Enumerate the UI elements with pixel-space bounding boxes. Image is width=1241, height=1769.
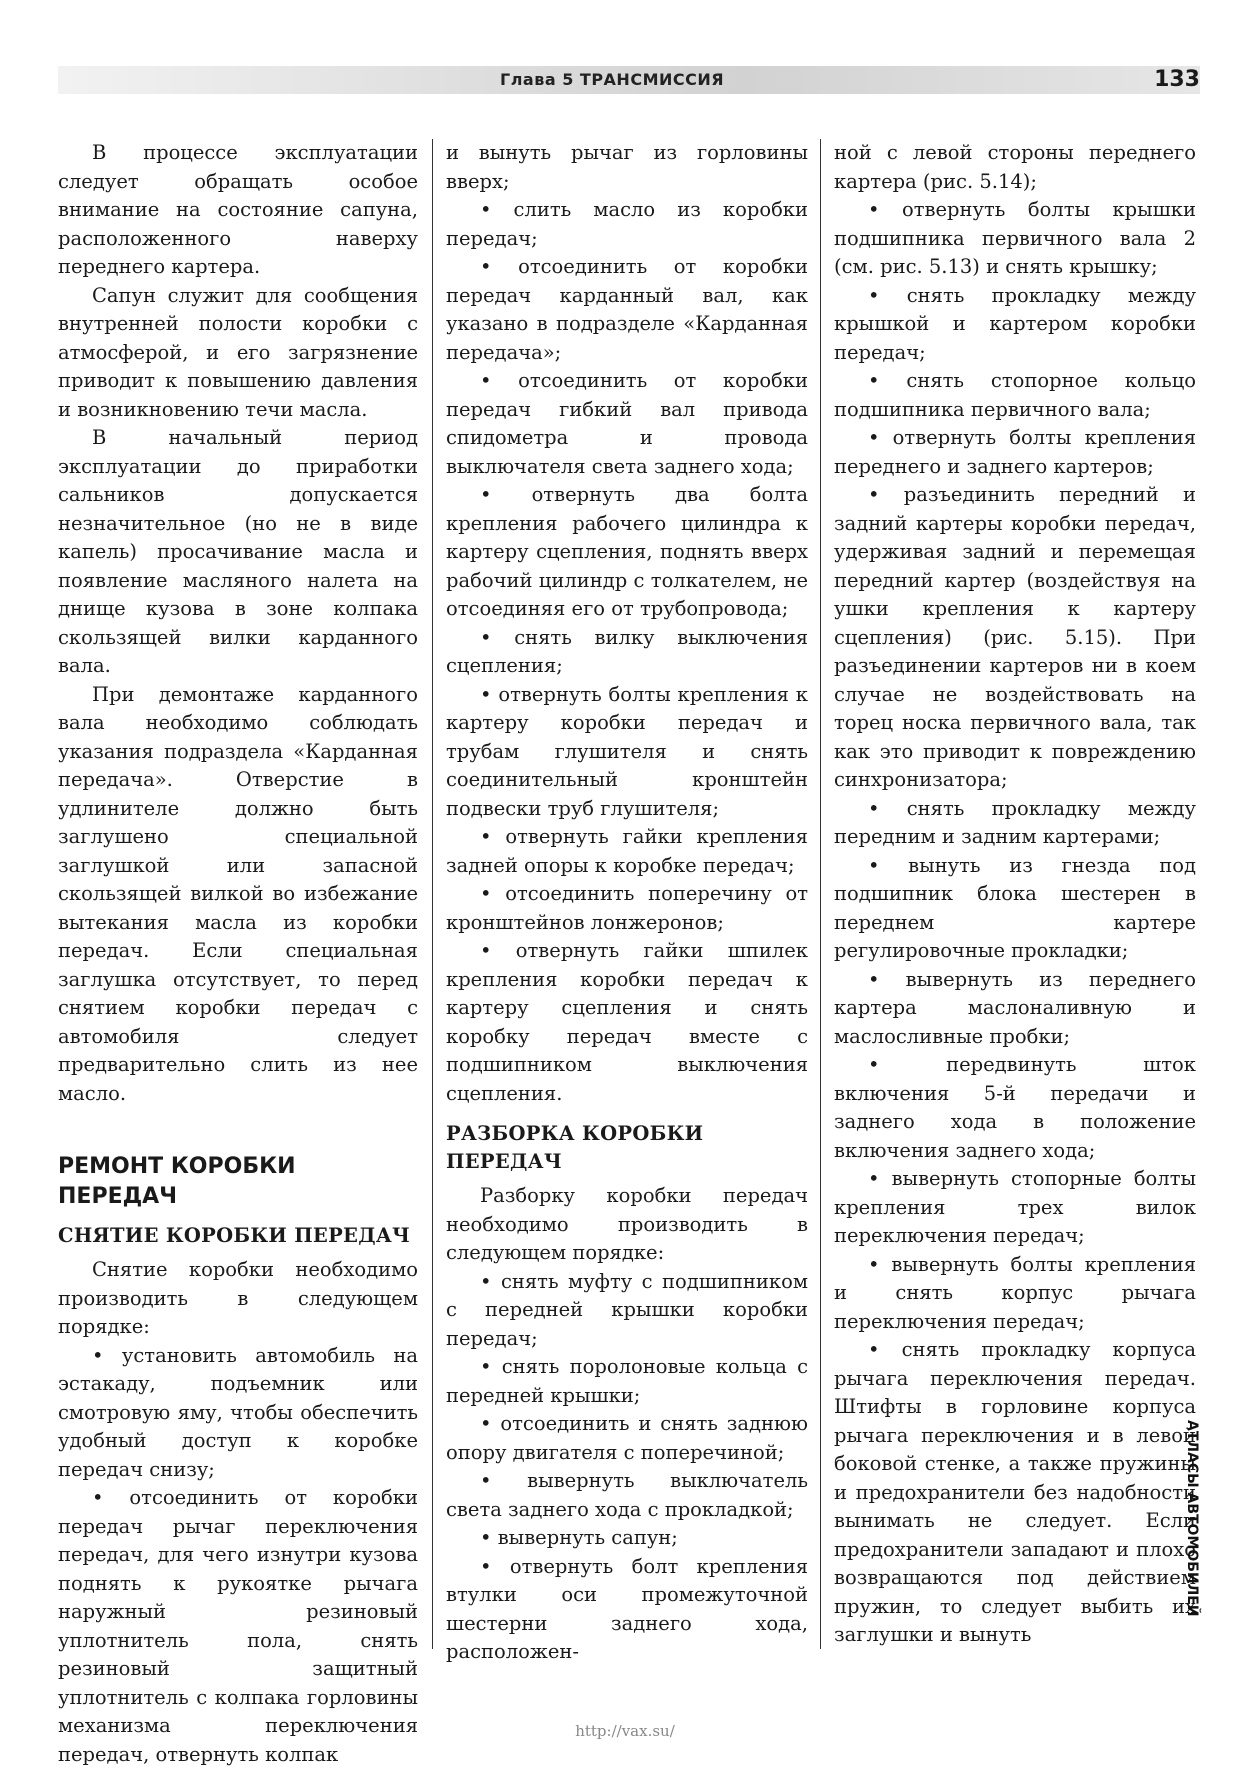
- page-number: 133: [1154, 67, 1200, 92]
- list-item: • снять прокладку между крышкой и картером коробки передач;: [834, 283, 1196, 364]
- list-item: • слить масло из коробки передач;: [446, 198, 808, 250]
- list-item: • снять прокладку корпуса рычага переключения передач. Штифты в горловине корпуса рычага переключения и в левой боковой стенке, а также пружины и предохранители без надобности вынимать не следует. Если предохранители западают и плохо возвращаются под действием пружин, то следует выбить их заглушки и вынуть: [834, 1338, 1196, 1646]
- list-item: • отвернуть болты крепления переднего и заднего картеров;: [834, 426, 1196, 478]
- list-item: • снять муфту с подшипником с передней крышки коробки передач;: [446, 1269, 808, 1350]
- paragraph: Сапун служит для сообщения внутренней полости коробки с атмосферой, и его загрязнение приводит к повышению давления и возникновению течи масла.: [58, 283, 418, 421]
- list-item: • разъединить передний и задний картеры коробки передач, удерживая задний и перемещая передний картер (воздействуя на ушки крепления к картеру сцепления) (рис. 5.15). При разъединении картеров ни в коем случае не воздействовать на торец носка первичного вала, так как это приводит к повреждению синхронизатора;: [834, 483, 1196, 791]
- paragraph: В начальный период эксплуатации до приработки сальников допускается незначительное (но не в виде капель) просачивание масла и появление масляного налета на днище кузова в зоне колпака скользящей вилки карданного вала.: [58, 426, 418, 677]
- list-item: • установить автомобиль на эстакаду, подъемник или смотровую яму, чтобы обеспечить удобный доступ к коробке передач снизу;: [58, 1343, 418, 1481]
- list-item: • снять стопорное кольцо подшипника первичного вала;: [834, 369, 1196, 421]
- subsection-title: РАЗБОРКА КОРОБКИ ПЕРЕДАЧ: [446, 1122, 704, 1173]
- list-item: • вывернуть болты крепления и снять корпус рычага переключения передач;: [834, 1252, 1196, 1333]
- side-watermark-label: АТЛАСЫ АВТОМОБИЛЕЙ: [1184, 1420, 1200, 1617]
- list-item: • снять вилку выключения сцепления;: [446, 625, 808, 677]
- list-item: • отсоединить поперечину от кронштейнов лонжеронов;: [446, 882, 808, 934]
- list-item: • вывернуть стопорные болты крепления трех вилок переключения передач;: [834, 1167, 1196, 1247]
- paragraph: В процессе эксплуатации следует обращать особое внимание на состояние сапуна, расположенного наверху переднего картера.: [58, 141, 418, 278]
- section-title: РЕМОНТ КОРОБКИ ПЕРЕДАЧ: [58, 1154, 296, 1209]
- paragraph: ной с левой стороны переднего картера (рис. 5.14);: [834, 141, 1196, 193]
- chapter-title: Глава 5 ТРАНСМИССИЯ: [500, 70, 725, 89]
- column-2: [446, 139, 808, 1663]
- paragraph: Разборку коробки передач необходимо производить в следующем порядке:: [446, 1184, 808, 1264]
- list-item: • отсоединить и снять заднюю опору двигателя с поперечиной;: [446, 1412, 808, 1464]
- list-item: • отвернуть гайки шпилек крепления коробки передач к картеру сцепления и снять коробку передач вместе с подшипником выключения сцепления.: [446, 939, 808, 1105]
- list-item: • отвернуть болты крепления к картеру коробки передач и трубам глушителя и снять соединительный кронштейн подвески труб глушителя;: [446, 682, 808, 820]
- list-item: • отвернуть болт крепления втулки оси промежуточной шестерни заднего хода, расположен-: [446, 1554, 808, 1663]
- list-item: • вывернуть сапун;: [480, 1526, 678, 1549]
- list-item: • снять поролоновые кольца с передней крышки;: [446, 1355, 808, 1407]
- paragraph: и вынуть рычаг из горловины вверх;: [446, 141, 808, 193]
- paragraph: При демонтаже карданного вала необходимо соблюдать указания подраздела «Карданная передача». Отверстие в удлинителе должно быть заглушено специальной заглушкой или запасной скользящей вилкой во избежание вытекания масла из коробки передач. Если специальная заглушка отсутствует, то перед снятием коробки передач с автомобиля следует предварительно слить из нее масло.: [58, 682, 418, 1105]
- list-item: • отсоединить от коробки передач рычаг переключения передач, для чего изнутри кузова поднять к рукоятке рычага наружный резиновый уплотнитель пола, снять резиновый защитный уплотнитель с колпака горловины механизма переключения передач, отвернуть колпак: [58, 1486, 418, 1766]
- list-item: • отсоединить от коробки передач гибкий вал привода спидометра и провода выключателя света заднего хода;: [446, 369, 808, 478]
- list-item: • вывернуть выключатель света заднего хода с прокладкой;: [446, 1469, 808, 1521]
- list-item: • вывернуть из переднего картера маслоналивную и маслосливные пробки;: [834, 967, 1196, 1048]
- column-3: [834, 139, 1196, 1649]
- list-item: • снять прокладку между передним и задним картерами;: [834, 796, 1196, 848]
- list-item: • отсоединить от коробки передач карданный вал, как указано в подразделе «Карданная передача»;: [446, 255, 808, 364]
- column-divider-1: [432, 139, 433, 1649]
- list-item: • отвернуть два болта крепления рабочего цилиндра к картеру сцепления, поднять вверх рабочий цилиндр с толкателем, не отсоединяя его от трубопровода;: [446, 483, 808, 620]
- paragraph: Снятие коробки необходимо производить в следующем порядке:: [58, 1258, 418, 1338]
- subsection-title: СНЯТИЕ КОРОБКИ ПЕРЕДАЧ: [58, 1224, 411, 1247]
- list-item: • вынуть из гнезда под подшипник блока шестерен в переднем картере регулировочные прокладки;: [834, 853, 1196, 962]
- footer-url[interactable]: http://vax.su/: [575, 1722, 675, 1740]
- list-item: • передвинуть шток включения 5-й передачи и заднего хода в положение включения заднего хода;: [834, 1053, 1196, 1162]
- list-item: • отвернуть болты крышки подшипника первичного вала 2 (см. рис. 5.13) и снять крышку;: [834, 198, 1196, 278]
- list-item: • отвернуть гайки крепления задней опоры к коробке передач;: [446, 825, 808, 877]
- column-1: [58, 139, 418, 1766]
- column-divider-2: [820, 139, 821, 1649]
